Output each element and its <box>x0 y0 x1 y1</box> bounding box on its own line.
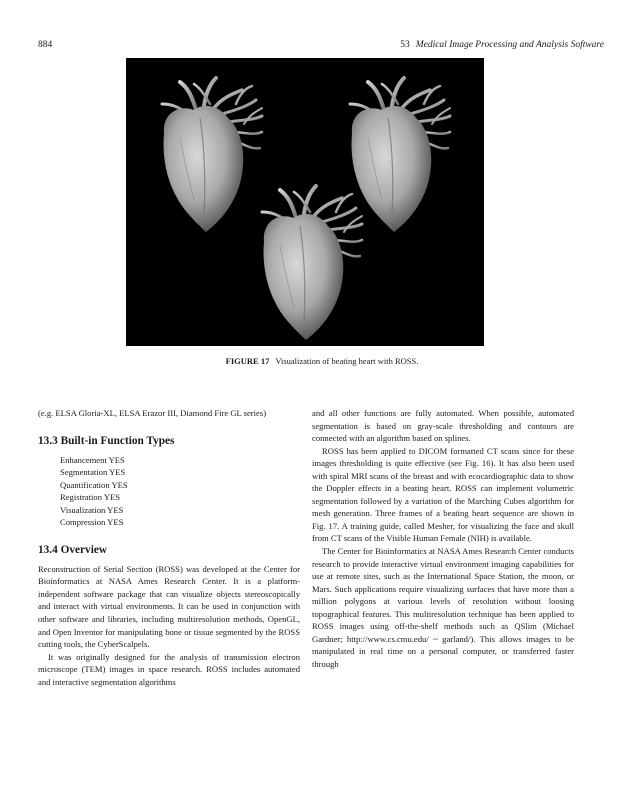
page-number: 884 <box>38 40 53 50</box>
list-item: Enhancement YES <box>60 454 125 465</box>
chapter-title: Medical Image Processing and Analysis Software <box>415 40 604 50</box>
figure-caption-text: Visualization of beating heart with ROSS. <box>275 356 419 366</box>
body-paragraph: ROSS has been applied to DICOM formatted CT scans since for these images thresholding is quite effective (see Fig. 16). It has also been used with spiral MRI scans of the breast and with ecocardiographic data to show the Doppler effects in a beating heart. ROSS can implement volumetric segmentation followed by a variation of the Marching Cubes algorithm for mesh generation. Three frames of a beating heart sequence are shown in Fig. 17. A training guide, called Mesher, for visualizing the face and skull from CT scans of the Visible Human Female (NIH) is available. <box>312 445 574 544</box>
body-paragraph: The Center for Bioinformatics at NASA Ames Research Center conducts research to provide interactive virtual environment imaging capabilities for use at remote sites, such as the International Space Station, the moon, or Mars. Such applications require visualizing surfaces that have more than a million polygons at various levels of resolution without loosing topographical features. This multiresolution technique has been applied to ROSS images using off-the-shelf methods such as QSlim (Michael Gardner; http://www.cs.cmu.edu/ ~ garland/). This allows images to be manipulated in real time on a personal computer, or transferred faster through <box>312 546 574 669</box>
list-item: Registration YES <box>60 492 121 503</box>
heart-frame-3 <box>262 186 362 340</box>
running-title <box>400 40 604 50</box>
left-column <box>38 407 300 688</box>
list-item: Visualization YES <box>60 504 124 515</box>
overview-paragraph: It was originally designed for the analysis of transmission electron microscope (TEM) images in space research. ROSS includes automated and interactive segmentation algorithms <box>38 651 300 687</box>
chapter-number: 53 <box>400 40 410 50</box>
section-heading-function-types: 13.3 Built-in Function Types <box>38 434 175 447</box>
section-heading-overview: 13.4 Overview <box>38 543 108 556</box>
right-column <box>312 407 574 670</box>
figure-heart-frames <box>126 58 484 346</box>
heart-render-image <box>126 58 484 346</box>
continuation-text: (e.g. ELSA Gloria-XL, ELSA Erazor III, Diamond Fire GL series) <box>38 408 267 418</box>
figure-label: FIGURE 17 <box>225 356 270 366</box>
function-type-list <box>38 454 300 529</box>
list-item: Segmentation YES <box>60 467 126 478</box>
figure-caption <box>0 356 644 366</box>
heart-frame-2 <box>350 78 450 232</box>
heart-frame-1 <box>162 78 262 232</box>
running-header <box>38 40 604 54</box>
list-item: Compression YES <box>60 517 124 528</box>
body-paragraph: and all other functions are fully automated. When possible, automated segmentation is based on gray-scale thresholding and contours are connected with an algorithm based on splines. <box>312 408 574 444</box>
list-item: Quantification YES <box>60 479 128 490</box>
overview-paragraph: Reconstruction of Serial Section (ROSS) was developed at the Center for Bioinformatics at NASA Ames Research Center. It is a platform-independent software package that can visualize objects stereoscopically and interact with virtual environments. It can be used in conjunction with other software and libraries, including multiresolution methods, OpenGL, and Open Inventor for manipulating bone or tissue segmented by the ROSS cutting tools, the CyberScalpels. <box>38 563 300 650</box>
